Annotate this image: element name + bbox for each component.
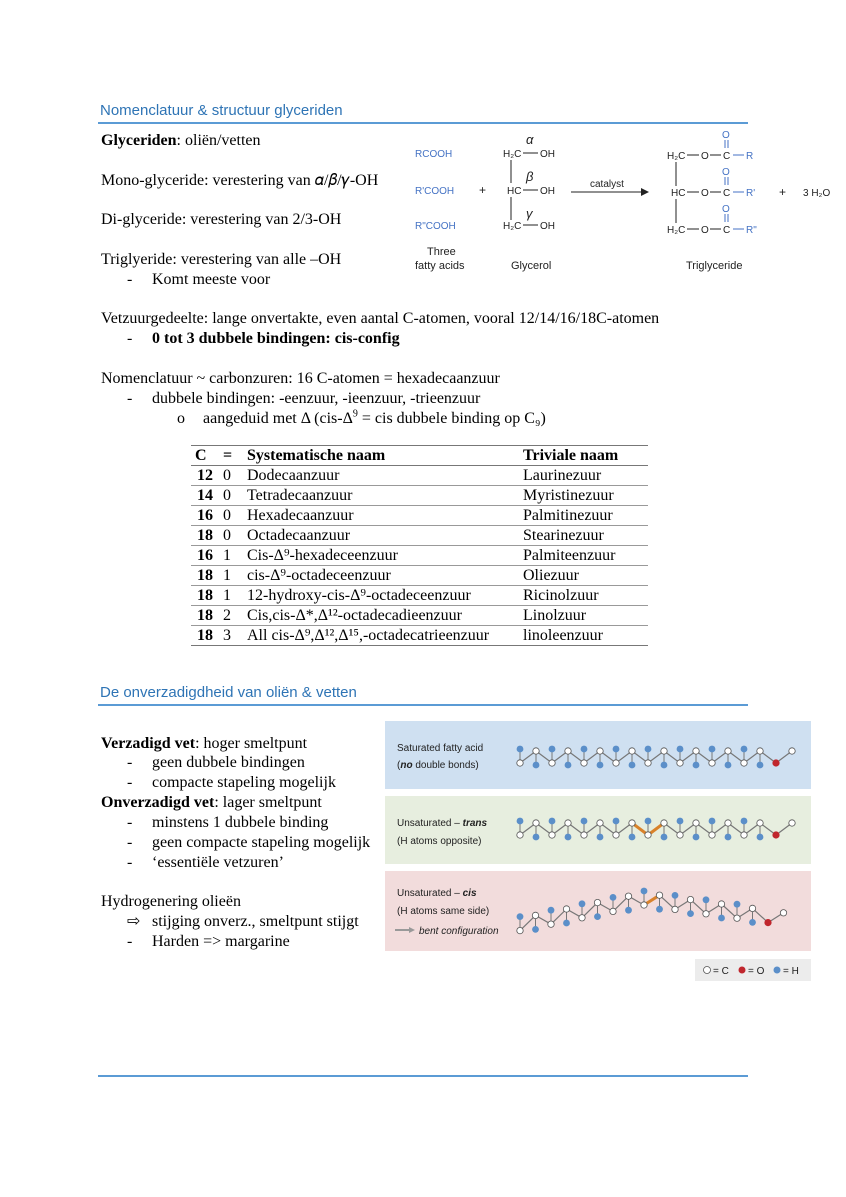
carbon-atom — [789, 748, 795, 754]
carbon-atom — [517, 927, 523, 933]
hydrogen-atom — [549, 818, 556, 825]
hydrogen-atom — [532, 926, 539, 933]
carbon-atom — [718, 901, 724, 907]
hydrogen-atom — [661, 762, 668, 769]
onverzadigd-item-3: ‘essentiële vetzuren’ — [152, 854, 284, 871]
trig-o1: O — [701, 151, 709, 162]
section-heading-glyceriden: Nomenclatuur & structuur glyceriden — [100, 102, 343, 119]
list-dash: - — [127, 814, 133, 831]
hydrogen-atom — [594, 913, 601, 920]
saturated-title: Saturated fatty acid — [397, 743, 484, 754]
onverzadigd-rest: : lager smeltpunt — [214, 794, 322, 811]
cell-systematic: Cis-Δ⁹-hexadeceenzuur — [243, 546, 519, 566]
carbon-atom — [565, 748, 571, 754]
beta-label: β — [526, 169, 534, 184]
trans-subtitle: (H atoms opposite) — [397, 836, 482, 847]
delta-notation-text — [203, 409, 546, 429]
onverzadigd-term: Onverzadigd vet — [101, 794, 215, 811]
oxygen-atom — [773, 760, 779, 766]
cell-eq: 0 — [219, 506, 243, 526]
cell-c: 18 — [191, 606, 219, 626]
cell-c: 18 — [191, 526, 219, 546]
hydrogen-atom — [565, 762, 572, 769]
carbon-atom — [517, 760, 523, 766]
carbon-atom — [757, 748, 763, 754]
cell-c: 12 — [191, 466, 219, 486]
oxygen-atom — [765, 919, 771, 925]
trans-title-b: trans — [462, 818, 488, 829]
list-dash: - — [127, 933, 133, 950]
carbon-atom — [741, 760, 747, 766]
table-row — [191, 586, 648, 606]
carbon-atom — [734, 915, 740, 921]
trig-r3: R" — [746, 225, 757, 236]
trig-r1: R — [746, 151, 754, 162]
reaction-arrow-icon — [641, 188, 649, 196]
vetzuur-sub: 0 tot 3 dubbele bindingen: cis-config — [152, 330, 400, 347]
mono-glyceride-text: Mono-glyceride: verestering van 𝛼/𝛽/𝛾-OH — [101, 172, 379, 189]
trig-c2: C — [723, 188, 731, 199]
delta-text-sup: 9 — [352, 408, 358, 420]
cell-c: 16 — [191, 506, 219, 526]
carbon-atom — [661, 820, 667, 826]
cell-c: 14 — [191, 486, 219, 506]
glycerol-oh-mid: OH — [540, 186, 555, 197]
sat-sub-b: no — [400, 760, 413, 771]
hydrogen-atom — [581, 746, 588, 753]
carbon-atom — [725, 820, 731, 826]
carbon-atom — [549, 832, 555, 838]
carbon-atom — [629, 820, 635, 826]
carbon-atom — [629, 748, 635, 754]
trig-o-dbl2: O — [722, 167, 730, 178]
carbon-atom — [677, 832, 683, 838]
verzadigd-rest: : hoger smeltpunt — [195, 735, 308, 752]
cell-eq: 1 — [219, 586, 243, 606]
trig-r2: R' — [746, 188, 756, 199]
hydrogen-atom — [656, 906, 663, 913]
hydrogen-atom — [693, 834, 700, 841]
cell-trivial: Laurinezuur — [519, 466, 648, 486]
section-heading-onverzadigdheid: De onverzadigdheid van oliën & vetten — [100, 684, 357, 701]
cell-trivial: linoleenzuur — [519, 626, 648, 646]
hydrogen-atom — [517, 818, 524, 825]
trig-o-dbl1: O — [722, 130, 730, 141]
carbon-atom — [672, 906, 678, 912]
cell-systematic: Cis,cis-Δ*,Δ¹²-octadecadieenzuur — [243, 606, 519, 626]
nomenclatuur-text: Nomenclatuur ~ carbonzuren: 16 C-atomen = hexadecaanzuur — [101, 370, 500, 387]
delta-text-b: = cis dubbele binding op C₉) — [357, 410, 546, 427]
carbon-atom — [709, 760, 715, 766]
saturated-panel — [385, 721, 811, 789]
hydrogenering-item-1: stijging onverz., smeltpunt stijgt — [152, 913, 359, 930]
cis-title-a: Unsaturated – — [397, 888, 463, 899]
hydrogen-atom — [563, 920, 570, 927]
carbon-atom — [597, 748, 603, 754]
carbon-atom — [725, 748, 731, 754]
list-dash: - — [127, 390, 133, 407]
hydrogen-atom — [565, 834, 572, 841]
cell-eq: 3 — [219, 626, 243, 646]
list-dash: - — [127, 271, 133, 288]
list-dash: - — [127, 854, 133, 871]
hydrogen-atom — [672, 892, 679, 899]
cell-eq: 0 — [219, 526, 243, 546]
hydrogen-atom — [677, 818, 684, 825]
hydrogen-atom — [749, 919, 756, 926]
cis-subtitle: (H atoms same side) — [397, 906, 490, 917]
carbon-atom — [563, 906, 569, 912]
hydrogen-atom — [709, 746, 716, 753]
water-label: 3 H₂O — [803, 188, 831, 199]
trig-o-dbl3: O — [722, 204, 730, 215]
cell-trivial: Linolzuur — [519, 606, 648, 626]
heading-rule — [98, 704, 748, 706]
hydrogen-atom — [677, 746, 684, 753]
trig-o2: O — [701, 188, 709, 199]
alpha-label: α — [526, 132, 534, 147]
nomenclatuur-sub: dubbele bindingen: -eenzuur, -ieenzuur, -trieenzuur — [152, 390, 481, 407]
trig-hc: HC — [671, 188, 686, 199]
hydrogen-atom — [517, 913, 524, 920]
carbon-atom — [709, 832, 715, 838]
table-row — [191, 486, 648, 506]
onverzadigd-item-2: geen compacte stapeling mogelijk — [152, 834, 371, 851]
onverzadigd-line — [101, 793, 322, 813]
fatty-acids-label: fatty acids — [415, 260, 465, 272]
cell-trivial: Oliezuur — [519, 566, 648, 586]
di-glyceride-text: Di-glyceride: verestering van 2/3-OH — [101, 211, 342, 228]
trig-h2c-top: H₂C — [667, 151, 686, 162]
hydrogen-atom — [645, 746, 652, 753]
fatty-acid-table — [191, 445, 648, 646]
carbon-atom — [581, 760, 587, 766]
cis-bent-label: bent configuration — [419, 926, 499, 937]
catalyst-label: catalyst — [590, 179, 624, 190]
carbon-atom — [533, 820, 539, 826]
carbon-atom — [780, 910, 786, 916]
hydrogen-atom — [693, 762, 700, 769]
triglyceride-text: Triglyeride: verestering van alle –OH — [101, 251, 342, 268]
carbon-atom — [594, 899, 600, 905]
hydrogen-atom — [725, 762, 732, 769]
carbon-atom — [693, 820, 699, 826]
list-dash: - — [127, 330, 133, 347]
hydrogen-atom — [517, 746, 524, 753]
hydrogen-atom — [725, 834, 732, 841]
hydrogen-atom — [734, 901, 741, 908]
cell-systematic: Dodecaanzuur — [243, 466, 519, 486]
table-row — [191, 526, 648, 546]
cell-c: 16 — [191, 546, 219, 566]
sat-sub-a: ( — [397, 760, 401, 771]
table-row — [191, 626, 648, 646]
carbon-atom — [741, 832, 747, 838]
glycerol-label: Glycerol — [511, 260, 552, 272]
cis-title-b: cis — [462, 888, 477, 899]
carbon-atom — [641, 902, 647, 908]
carbon-atom — [693, 748, 699, 754]
cell-trivial: Myristinezuur — [519, 486, 648, 506]
hydrogen-atom — [629, 834, 636, 841]
carbon-atom — [613, 832, 619, 838]
cell-systematic: Octadecaanzuur — [243, 526, 519, 546]
verzadigd-term: Verzadigd vet — [101, 735, 196, 752]
table-row — [191, 506, 648, 526]
carbon-atom — [581, 832, 587, 838]
carbon-atom — [789, 820, 795, 826]
carbon-atom — [613, 760, 619, 766]
cell-trivial: Palmitinezuur — [519, 506, 648, 526]
hydrogen-atom — [687, 910, 694, 917]
triglyceride-label: Triglyceride — [686, 260, 743, 272]
trig-c1: C — [723, 151, 731, 162]
cell-eq: 1 — [219, 546, 243, 566]
delta-text-a: aangeduid met Δ (cis-Δ — [203, 410, 353, 427]
hydrogen-atom — [597, 762, 604, 769]
carbon-atom — [703, 911, 709, 917]
cell-c: 18 — [191, 566, 219, 586]
legend-h: = H — [783, 966, 799, 977]
hydrogen-atom — [757, 834, 764, 841]
cell-eq: 0 — [219, 486, 243, 506]
cell-systematic: Tetradecaanzuur — [243, 486, 519, 506]
hydrogen-atom — [741, 818, 748, 825]
hydrogen-atom — [610, 894, 617, 901]
hydrogen-atom — [641, 888, 648, 895]
carbon-atom — [548, 921, 554, 927]
table-row — [191, 466, 648, 486]
trans-title — [397, 818, 488, 829]
hydrogen-atom — [741, 746, 748, 753]
onverzadigd-item-1: minstens 1 dubbele binding — [152, 814, 329, 831]
hydrogen-atom — [718, 915, 725, 922]
hydrogen-atom — [757, 762, 764, 769]
cell-trivial: Stearinezuur — [519, 526, 648, 546]
cell-systematic: All cis-Δ⁹,Δ¹²,Δ¹⁵,-octadecatrieenzuur — [243, 626, 519, 646]
cell-eq: 0 — [219, 466, 243, 486]
hydrogen-atom — [613, 818, 620, 825]
verzadigd-item-1: geen dubbele bindingen — [152, 754, 305, 771]
carbon-atom — [656, 892, 662, 898]
carbon-atom — [625, 893, 631, 899]
gamma-label: γ — [526, 206, 533, 221]
glycerol-h2c-top: H₂C — [503, 149, 522, 160]
hydrogen-atom — [579, 900, 586, 907]
hydrogenering-item-2: Harden => margarine — [152, 933, 290, 950]
trans-panel — [385, 796, 811, 864]
glyceriden-term: Glyceriden — [101, 132, 177, 149]
carbon-atom — [549, 760, 555, 766]
header-c: C — [191, 446, 219, 466]
list-dash: - — [127, 834, 133, 851]
header-eq: = — [219, 446, 243, 466]
hydrogen-atom — [645, 818, 652, 825]
cis-title — [397, 888, 477, 899]
carbon-atom — [661, 748, 667, 754]
hydrogen-atom — [533, 834, 540, 841]
hydrogen-atom — [613, 746, 620, 753]
carbon-atom — [532, 912, 538, 918]
hydrogen-atom — [625, 907, 632, 914]
cell-eq: 1 — [219, 566, 243, 586]
carbon-atom — [579, 915, 585, 921]
cell-eq: 2 — [219, 606, 243, 626]
hydrogen-atom — [703, 896, 710, 903]
cell-c: 18 — [191, 626, 219, 646]
carbon-atom — [610, 908, 616, 914]
carbon-atom — [517, 832, 523, 838]
vetzuur-text: Vetzuurgedeelte: lange onvertakte, even aantal C-atomen, vooral 12/14/16/18C-atomen — [101, 310, 660, 327]
glycerol-hc: HC — [507, 186, 522, 197]
trig-c3: C — [723, 225, 731, 236]
hydrogen-atom — [709, 818, 716, 825]
carbon-atom — [645, 832, 651, 838]
header-systematic: Systematische naam — [243, 446, 519, 466]
carbon-atom — [565, 820, 571, 826]
fatty-acid-configuration-figure — [385, 721, 812, 984]
cell-trivial: Palmiteenzuur — [519, 546, 648, 566]
carbon-atom — [677, 760, 683, 766]
table-row — [191, 566, 648, 586]
glycerol-h2c-bottom: H₂C — [503, 221, 522, 232]
hydrogen-atom — [597, 834, 604, 841]
trans-title-a: Unsaturated – — [397, 818, 463, 829]
cell-systematic: Hexadecaanzuur — [243, 506, 519, 526]
carbon-legend-icon — [704, 967, 711, 974]
table-header-row — [191, 446, 648, 466]
triglyceride-sub: Komt meeste voor — [152, 271, 271, 288]
saturated-subtitle — [397, 760, 479, 771]
list-dash: - — [127, 774, 133, 791]
cell-systematic: 12-hydroxy-cis-Δ⁹-octadeceenzuur — [243, 586, 519, 606]
hydrogen-atom — [629, 762, 636, 769]
fatty-acid-3: R"COOH — [415, 221, 456, 232]
oxygen-legend-icon — [739, 967, 746, 974]
carbon-atom — [645, 760, 651, 766]
triglyceride-reaction-figure — [405, 128, 846, 278]
cell-systematic: cis-Δ⁹-octadeceenzuur — [243, 566, 519, 586]
plus-sign: + — [479, 183, 487, 197]
footer-rule — [98, 1075, 748, 1077]
list-dash: - — [127, 754, 133, 771]
carbon-atom — [749, 905, 755, 911]
heading-rule — [98, 122, 748, 124]
carbon-atom — [757, 820, 763, 826]
bullet-o: o — [177, 410, 185, 427]
plus-sign-2: + — [779, 185, 787, 199]
hydrogen-atom — [549, 746, 556, 753]
trig-o3: O — [701, 225, 709, 236]
fatty-acid-1: RCOOH — [415, 149, 453, 160]
header-trivial: Triviale naam — [519, 446, 648, 466]
glyceriden-line — [101, 131, 261, 151]
glycerol-oh-bottom: OH — [540, 221, 555, 232]
verzadigd-item-2: compacte stapeling mogelijk — [152, 774, 336, 791]
glycerol-oh-top: OH — [540, 149, 555, 160]
hydrogen-atom — [661, 834, 668, 841]
hydrogen-atom — [533, 762, 540, 769]
hydrogenering-text: Hydrogenering olieën — [101, 893, 241, 910]
glyceriden-rest: : oliën/vetten — [176, 132, 261, 149]
legend-o: = O — [748, 966, 765, 977]
trig-h2c-bottom: H₂C — [667, 225, 686, 236]
carbon-atom — [687, 896, 693, 902]
carbon-atom — [597, 820, 603, 826]
arrow-icon: ⇨ — [127, 913, 141, 930]
carbon-atom — [533, 748, 539, 754]
three-label: Three — [427, 246, 456, 258]
cell-trivial: Ricinolzuur — [519, 586, 648, 606]
fatty-acid-2: R'COOH — [415, 186, 455, 197]
hydrogen-atom — [548, 907, 555, 914]
cell-c: 18 — [191, 586, 219, 606]
verzadigd-line — [101, 734, 307, 754]
table-row — [191, 546, 648, 566]
hydrogen-atom — [581, 818, 588, 825]
sat-sub-c: double bonds) — [412, 760, 479, 771]
hydrogen-legend-icon — [774, 967, 781, 974]
legend-c: = C — [713, 966, 729, 977]
table-row — [191, 606, 648, 626]
oxygen-atom — [773, 832, 779, 838]
